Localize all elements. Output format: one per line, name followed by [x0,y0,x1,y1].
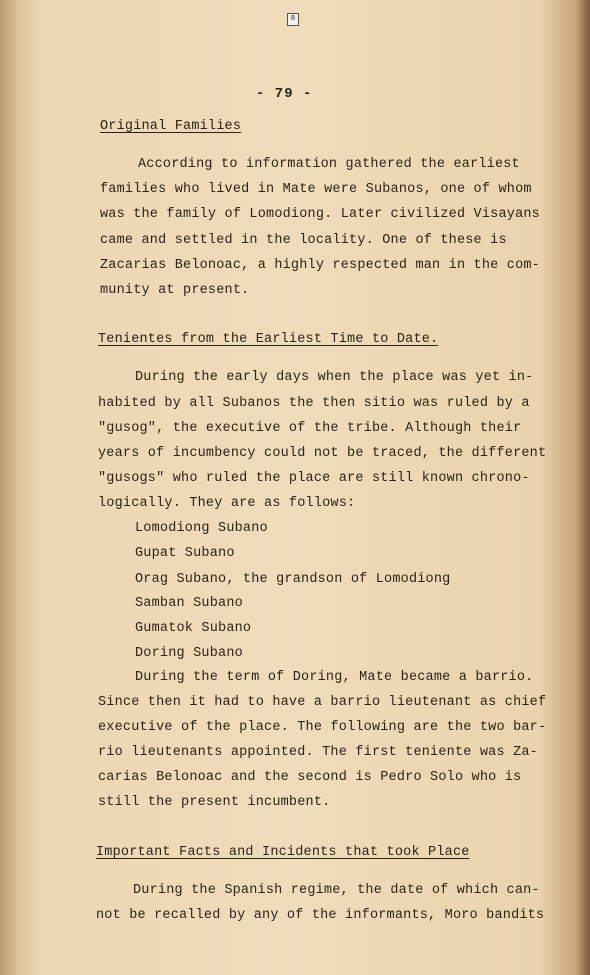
heading-original-families: Original Families [100,119,242,134]
text-line: logically. They are as follows: [98,496,356,511]
text-line: Zacarias Belonoac, a highly respected man in the com- [100,258,540,273]
page-edge-shadow [578,0,590,975]
text-line: munity at present. [100,283,250,298]
text-line: During the early days when the place was yet in- [135,370,534,385]
page-number: - 79 - [256,86,313,102]
text-line: families who lived in Mate were Subanos, one of whom [100,182,532,197]
list-item: Doring Subano [135,646,243,661]
text-line: years of incumbency could not be traced, the different [98,446,547,461]
text-line: carias Belonoac and the second is Pedro Solo who is [98,770,522,785]
text-line: executive of the place. The following are the two bar- [98,720,547,735]
text-line: came and settled in the locality. One of these is [100,233,507,248]
list-item: Lomodiong Subano [135,521,268,536]
list-item: Orag Subano, the grandson of Lomodiong [135,572,451,587]
text-line: not be recalled by any of the informants, Moro bandits [96,908,545,923]
heading-tenientes: Tenientes from the Earliest Time to Date. [98,332,439,347]
list-item: Gumatok Subano [135,621,252,636]
text-line: "gusogs" who ruled the place are still known chrono- [98,471,530,486]
text-line: According to information gathered the earliest [138,157,520,172]
text-line: During the Spanish regime, the date of which can- [133,883,540,898]
page-tag: 8 [287,13,299,26]
text-line: habited by all Subanos the then sitio was ruled by a [98,396,530,411]
text-line: was the family of Lomodiong. Later civilized Visayans [100,207,540,222]
text-line: rio lieutenants appointed. The first teniente was Za- [98,745,538,760]
text-line: still the present incumbent. [98,795,331,810]
heading-important-facts: Important Facts and Incidents that took Place [96,845,470,860]
text-line: During the term of Doring, Mate became a barrio. [135,670,534,685]
text-line: Since then it had to have a barrio lieutenant as chief [98,695,547,710]
list-item: Gupat Subano [135,546,235,561]
text-line: "gusog", the executive of the tribe. Although their [98,421,522,436]
list-item: Samban Subano [135,596,243,611]
